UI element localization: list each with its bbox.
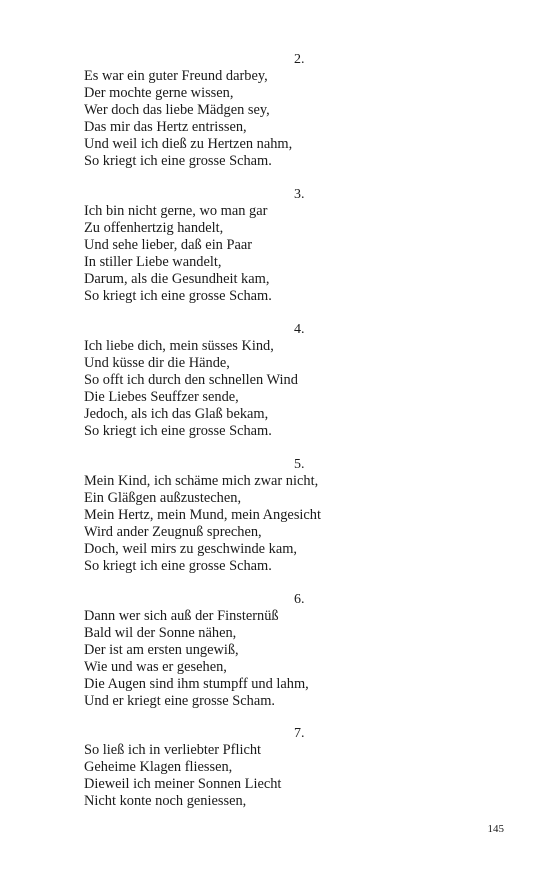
verse-line: Ein Gläßgen außzustechen,: [84, 490, 242, 506]
verse-line: Die Liebes Seuffzer sende,: [84, 389, 239, 405]
stanza-number: 3.: [294, 187, 305, 202]
verse-line: Und weil ich dieß zu Hertzen nahm,: [84, 136, 293, 152]
verse-line: Ich bin nicht gerne, wo man gar: [84, 203, 268, 219]
stanza-7: [84, 725, 464, 810]
stanza-3: [84, 186, 464, 305]
verse-line: Mein Kind, ich schäme mich zwar nicht,: [84, 473, 319, 489]
verse-line: Jedoch, als ich das Glaß bekam,: [84, 406, 269, 422]
verse-line: Dieweil ich meiner Sonnen Liecht: [84, 776, 282, 792]
verse-line: Ich liebe dich, mein süsses Kind,: [84, 338, 274, 354]
stanza-number: 5.: [294, 457, 305, 472]
verse-line: So kriegt ich eine grosse Scham.: [84, 153, 272, 169]
verse-line: Dann wer sich auß der Finsternüß: [84, 608, 279, 624]
verse-line: Wie und was er gesehen,: [84, 659, 227, 675]
verse-line: Geheime Klagen fliessen,: [84, 759, 233, 775]
verse-line: Es war ein guter Freund darbey,: [84, 68, 268, 84]
stanza-number: 6.: [294, 592, 305, 607]
verse-line: Und sehe lieber, daß ein Paar: [84, 237, 253, 253]
verse-line: Zu offenhertzig handelt,: [84, 220, 224, 236]
verse-line: In stiller Liebe wandelt,: [84, 254, 222, 270]
verse-line: So kriegt ich eine grosse Scham.: [84, 558, 272, 574]
stanza-5: [84, 456, 464, 575]
verse-line: So ließ ich in verliebter Pflicht: [84, 742, 262, 758]
page-number: 145: [487, 823, 504, 835]
verse-line: Der ist am ersten ungewiß,: [84, 642, 239, 658]
verse-line: Doch, weil mirs zu geschwinde kam,: [84, 541, 298, 557]
verse-line: So kriegt ich eine grosse Scham.: [84, 423, 272, 439]
verse-line: Und küsse dir die Hände,: [84, 355, 230, 371]
verse-line: Mein Hertz, mein Mund, mein Angesicht: [84, 507, 322, 523]
stanza-6: [84, 591, 464, 710]
verse-line: So kriegt ich eine grosse Scham.: [84, 288, 272, 304]
stanza-4: [84, 321, 464, 440]
verse-line: Und er kriegt eine grosse Scham.: [84, 693, 276, 709]
verse-line: Die Augen sind ihm stumpff und lahm,: [84, 676, 309, 692]
stanza-number: 7.: [294, 726, 305, 741]
verse-line: Der mochte gerne wissen,: [84, 85, 234, 101]
stanza-2: [84, 51, 464, 170]
verse-line: Nicht konte noch geniessen,: [84, 793, 247, 809]
verse-line: Wer doch das liebe Mädgen sey,: [84, 102, 270, 118]
verse-line: Wird ander Zeugnuß sprechen,: [84, 524, 262, 540]
verse-line: Bald wil der Sonne nähen,: [84, 625, 237, 641]
verse-line: Darum, als die Gesundheit kam,: [84, 271, 270, 287]
verse-line: So offt ich durch den schnellen Wind: [84, 372, 298, 388]
stanza-number: 4.: [294, 322, 305, 337]
verse-line: Das mir das Hertz entrissen,: [84, 119, 247, 135]
stanza-number: 2.: [294, 52, 305, 67]
